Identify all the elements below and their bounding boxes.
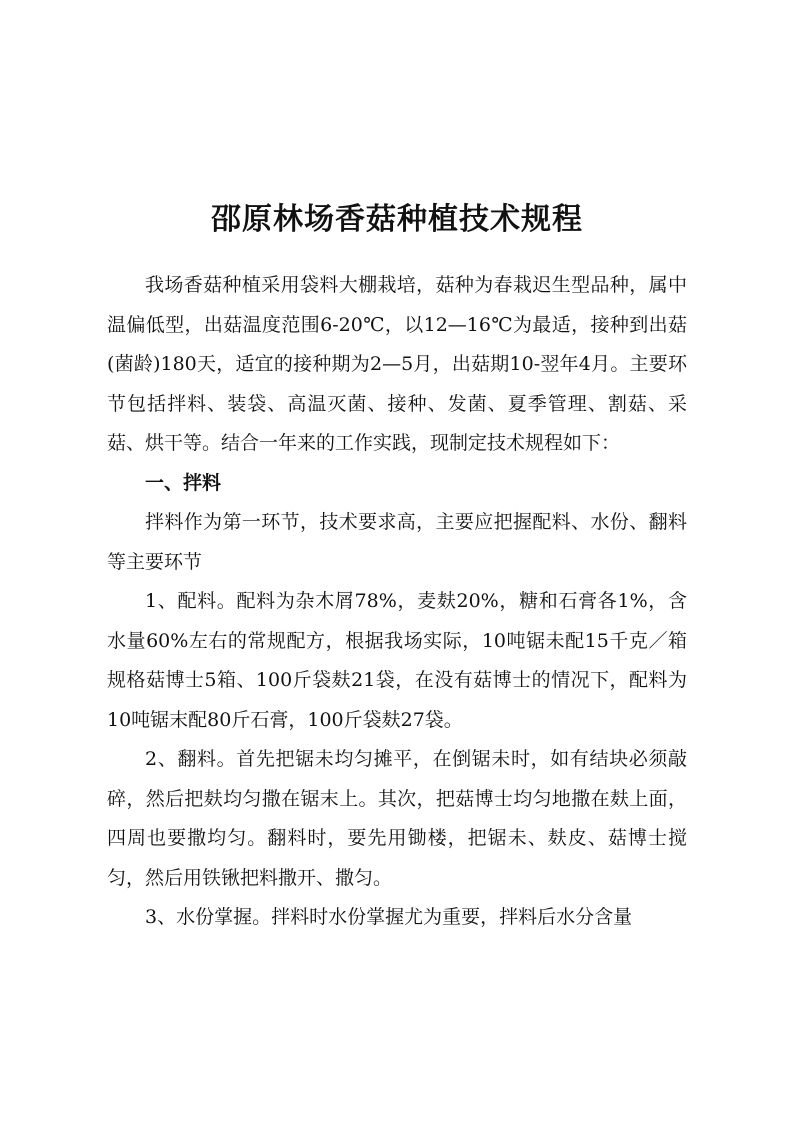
item-ingredients-paragraph: 1、配料。配料为杂木屑78%，麦麸20%，糖和石膏各1%，含水量60%左右的常规配方，根据我场实际，10吨锯未配15千克／箱规格菇博士5箱、100斤袋麸21袋，在没有菇博士的情况下，配料为10吨锯末配80斤石膏，100斤袋麸27袋。 xyxy=(107,590,687,731)
section-heading-mixing: 一、拌料 xyxy=(145,471,222,494)
document-title: 邵原林场香菇种植技术规程 xyxy=(211,202,583,238)
document-body xyxy=(107,266,687,938)
item-moisture-paragraph: 3、水份掌握。拌料时水份掌握尤为重要，拌料后水分含量 xyxy=(145,906,633,928)
intro-paragraph: 我场香菇种植采用袋料大棚栽培，菇种为春栽迟生型品种，属中温偏低型，出菇温度范围6-20℃，以12—16℃为最适，接种到出菇(菌龄)180天，适宜的接种期为2—5月，出菇期10-翌年4月。主要环节包括拌料、装袋、高温灭菌、接种、发菌、夏季管理、割菇、采菇、烘干等。结合一年来的工作实践，现制定技术规程如下： xyxy=(107,274,687,454)
item-turning-paragraph: 2、翻料。首先把锯未均匀摊平，在倒锯未时，如有结块必须敲碎，然后把麸均匀撒在锯末上。其次，把菇博士均匀地撒在麸上面，四周也要撒均匀。翻料时，要先用锄楼，把锯未、麸皮、菇博士搅匀，然后用铁锹把料撒开、撒匀。 xyxy=(107,748,687,889)
section-intro-paragraph: 拌料作为第一环节，技术要求高，主要应把握配料、水份、翻料等主要环节 xyxy=(107,511,687,573)
